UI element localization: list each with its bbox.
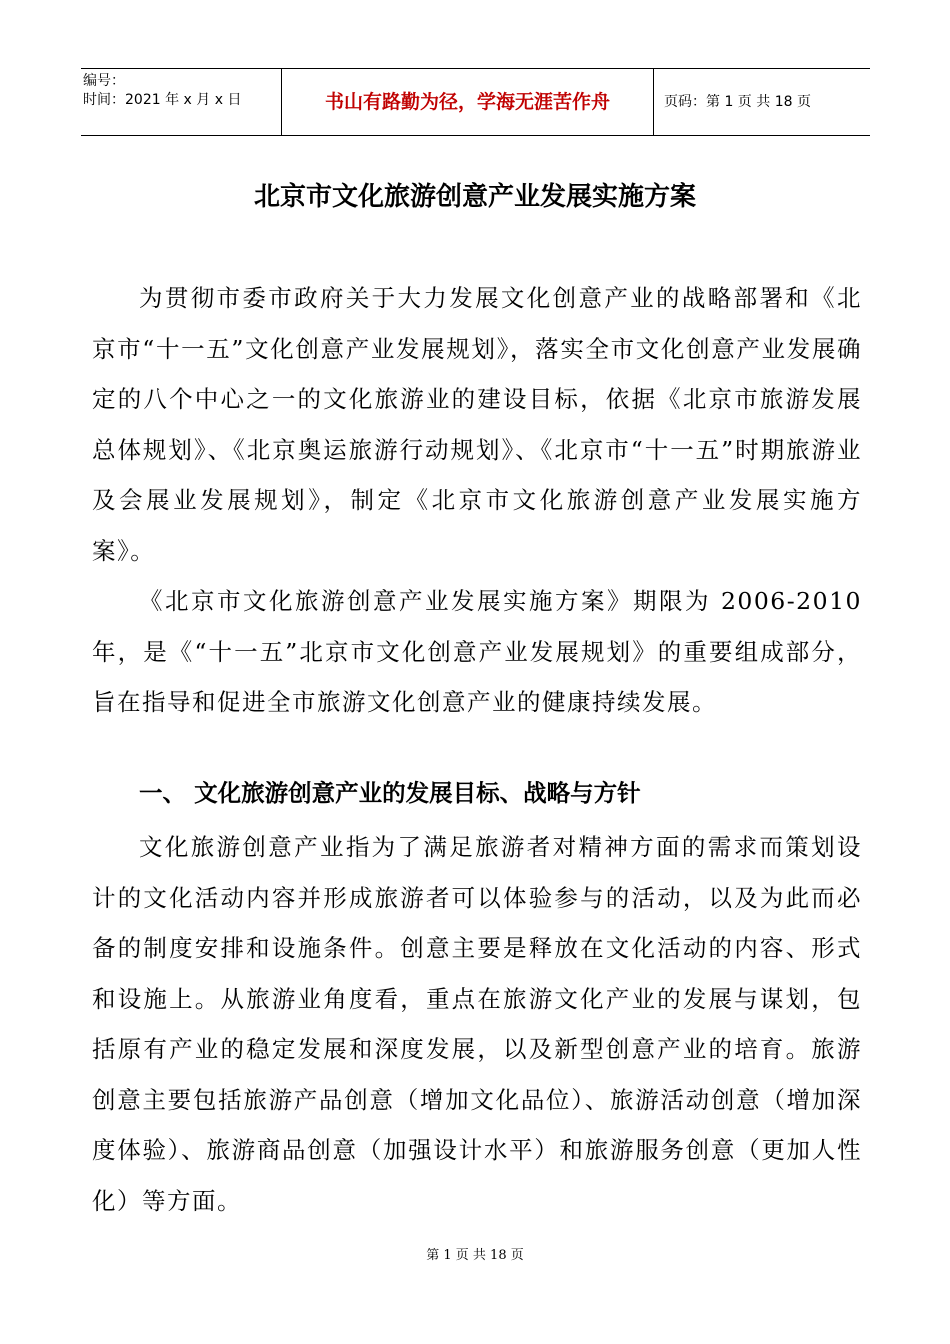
paragraph-definition: 文化旅游创意产业指为了满足旅游者对精神方面的需求而策划设计的文化活动内容并形成旅游者可以体验参与的活动，以及为此而必备的制度安排和设施条件。创意主要是释放在文化活动的内容、形式和设施上。从旅游业角度看，重点在旅游文化产业的发展与谋划，包括原有产业的稳定发展和深度发展，以及新型创意产业的培育。旅游创意主要包括旅游产品创意（增加文化品位）、旅游活动创意（增加深度体验）、旅游商品创意（加强设计水平）和旅游服务创意（更加人性化）等方面。	[92, 833, 862, 1215]
paragraph-period: 《北京市文化旅游创意产业发展实施方案》期限为 2006-2010 年，是《“十一五”北京市文化创意产业发展规划》的重要组成部分，旨在指导和促进全市旅游文化创意产业的健康持续发展。	[92, 587, 862, 716]
header-number-label: 编号：	[83, 73, 125, 89]
section-heading: 一、 文化旅游创意产业的发展目标、战略与方针	[139, 779, 641, 807]
paragraph-intro: 为贯彻市委市政府关于大力发展文化创意产业的战略部署和《北京市“十一五”文化创意产业发展规划》，落实全市文化创意产业发展确定的八个中心之一的文化旅游业的建设目标，依据《北京市旅游发展总体规划》、《北京奥运旅游行动规划》、《北京市“十一五”时期旅游业及会展业发展规划》，制定《北京市文化旅游创意产业发展实施方案》。	[92, 284, 862, 565]
header-date-label: 时间：2021 年 x 月 x 日	[83, 92, 242, 108]
document-title: 北京市文化旅游创意产业发展实施方案	[253, 182, 696, 212]
page-footer: 第 1 页 共 18 页	[426, 1248, 524, 1263]
header-motto: 书山有路勤为径，学海无涯苦作舟	[281, 69, 654, 135]
document-header	[81, 68, 870, 136]
header-meta	[81, 69, 281, 135]
header-page-info: 页码：第 1 页 共 18 页	[664, 94, 811, 110]
